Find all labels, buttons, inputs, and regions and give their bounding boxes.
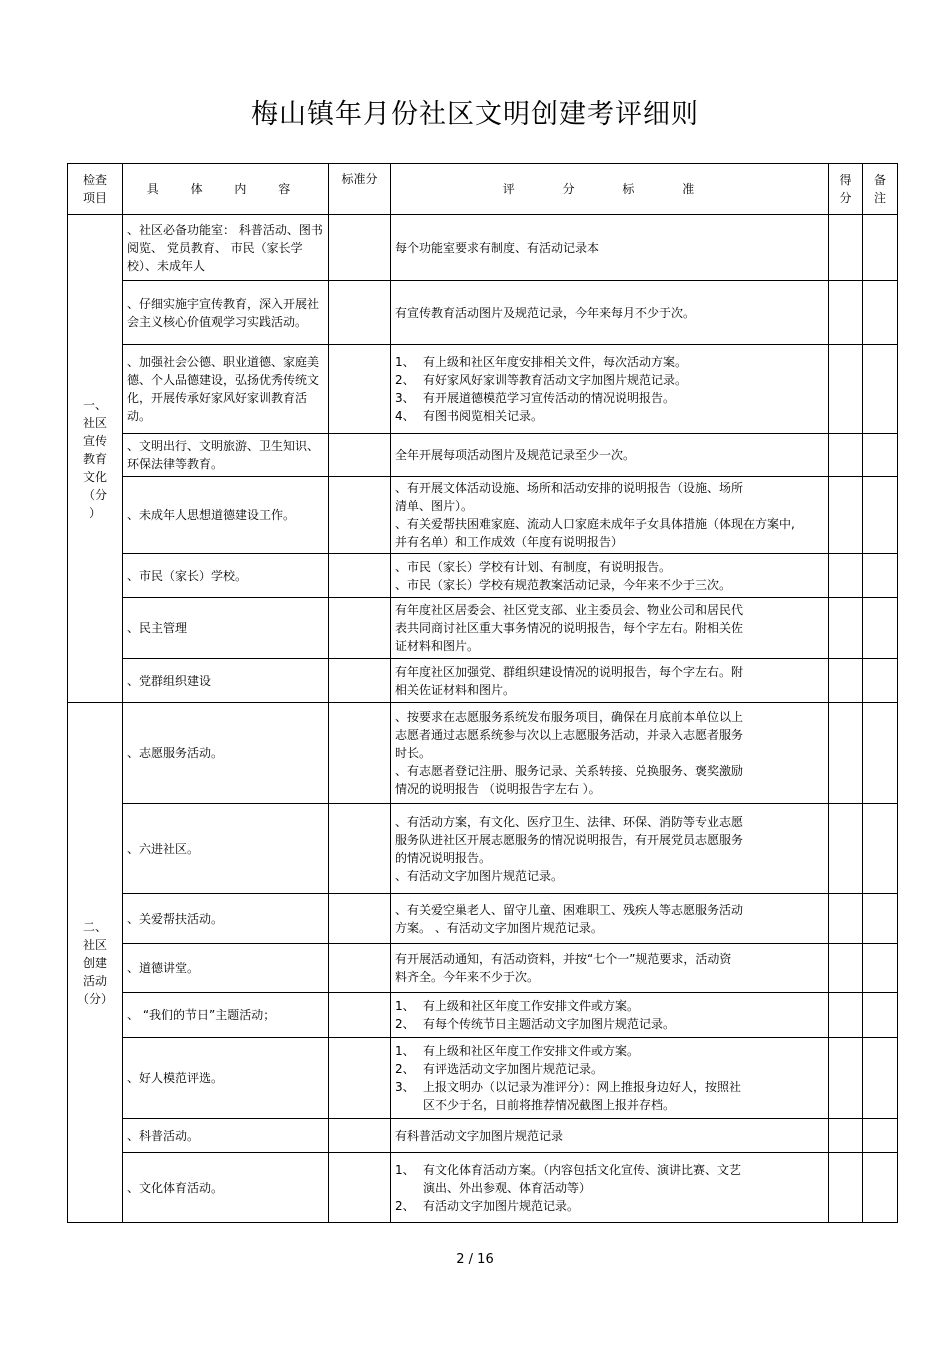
content-cell: 、民主管理 (123, 598, 329, 659)
remark-cell (863, 598, 898, 659)
criteria-line: 清单、图片）。 (395, 499, 474, 513)
criteria-number: 2、 (395, 1198, 415, 1213)
criteria-line: 表共同商讨社区重大事务情况的说明报告，每个字左右。附相关佐 (395, 621, 744, 635)
criteria-text-continued: 区不少于名，日前将推荐情况截图上报并存档。 (423, 1098, 676, 1112)
category-line: ） (88, 505, 101, 520)
criteria-line: 相关佐证材料和图片。 (395, 682, 516, 697)
table-row (68, 993, 898, 1038)
remark-cell (863, 281, 898, 345)
criteria-line: 料齐全。今年来不少于次。 (395, 970, 540, 984)
evaluation-table (67, 163, 898, 1223)
criteria-line: 、有关爱帮扶困难家庭、流动人口家庭未成年子女具体措施（体现在方案中, (395, 517, 795, 531)
standard-score-cell (329, 703, 391, 804)
criteria-text: 有上级和社区年度安排相关文件，每次活动方案。 (423, 355, 688, 369)
content-cell: 、志愿服务活动。 (123, 703, 329, 804)
criteria-line: 全年开展每项活动图片及规范记录至少一次。 (395, 448, 636, 462)
criteria-text: 有每个传统节日主题活动文字加图片规范记录。 (423, 1017, 676, 1031)
page-number: 2 / 16 (456, 1252, 494, 1267)
table-body (68, 215, 898, 1223)
remark-cell (863, 1119, 898, 1153)
criteria-cell (391, 1038, 829, 1119)
criteria-number: 4、 (395, 409, 415, 423)
content-cell: 、未成年人思想道德建设工作。 (123, 477, 329, 554)
criteria-line: 每个功能室要求有制度、有活动记录本 (395, 240, 600, 255)
criteria-line: 志愿者通过志愿系统参与次以上志愿服务活动，并录入志愿者服务 (395, 728, 744, 742)
table-row (68, 703, 898, 804)
criteria-list-item (395, 1042, 824, 1060)
criteria-line: 、市民（家长）学校有规范教案活动记录，今年来不少于三次。 (395, 577, 732, 592)
criteria-line: 服务队进社区开展志愿服务的情况说明报告，有开展党员志愿服务 (395, 832, 744, 847)
header-criteria: 评 分 标 准 (391, 164, 829, 215)
content-cell: 、六进社区。 (123, 804, 329, 894)
criteria-list-item (395, 389, 824, 407)
criteria-list-item (395, 353, 824, 371)
score-cell (829, 281, 863, 345)
standard-score-cell (329, 894, 391, 944)
category-line: 宣传 (82, 433, 107, 448)
criteria-line: 、有开展文体活动设施、场所和活动安排的说明报告（设施、场所 (395, 481, 744, 495)
criteria-list-item (395, 371, 824, 389)
content-cell: 、好人模范评选。 (123, 1038, 329, 1119)
criteria-line: 、有活动方案，有文化、医疗卫生、法律、环保、消防等专业志愿 (395, 814, 744, 829)
score-cell (829, 1119, 863, 1153)
criteria-cell (391, 993, 829, 1038)
criteria-line: 、市民（家长）学校有计划、有制度，有说明报告。 (395, 559, 672, 574)
table-row (68, 804, 898, 894)
criteria-line: 情况的说明报告 （说明报告字左右 ）。 (395, 782, 601, 796)
standard-score-cell (329, 1153, 391, 1223)
criteria-line: 有年度社区居委会、社区党支部、业主委员会、物业公司和居民代 (395, 603, 744, 617)
standard-score-cell (329, 281, 391, 345)
criteria-list-item (395, 1060, 824, 1078)
criteria-line: 时长。 (395, 746, 432, 760)
table-row (68, 944, 898, 993)
standard-score-cell (329, 944, 391, 993)
category-cell (68, 215, 123, 703)
score-cell (829, 804, 863, 894)
content-cell: 、 “我们的节日”主题活动； (123, 993, 329, 1038)
score-cell (829, 894, 863, 944)
table-row (68, 434, 898, 477)
content-cell: 、加强社会公德、职业道德、家庭美德、个人品德建设，弘扬优秀传统文化，开展传承好家风好家训教育活动。 (123, 345, 329, 434)
criteria-number: 1、 (395, 1162, 415, 1177)
criteria-number: 3、 (395, 391, 415, 405)
category-line: 创建 (82, 955, 107, 970)
standard-score-cell (329, 345, 391, 434)
category-line: 社区 (82, 937, 107, 952)
standard-score-cell (329, 477, 391, 554)
standard-score-cell (329, 1119, 391, 1153)
content-cell: 、道德讲堂。 (123, 944, 329, 993)
table-row (68, 1153, 898, 1223)
criteria-line: 有宣传教育活动图片及规范记录，今年来每月不少于次。 (395, 305, 696, 320)
standard-score-cell (329, 993, 391, 1038)
criteria-line: 并有名单）和工作成效（年度有说明报告） (395, 535, 624, 549)
table-header-row (68, 164, 898, 215)
score-cell (829, 345, 863, 434)
content-cell: 、党群组织建设 (123, 659, 329, 703)
score-cell (829, 1038, 863, 1119)
criteria-text: 有活动文字加图片规范记录。 (423, 1198, 580, 1213)
criteria-cell (391, 554, 829, 598)
criteria-cell (391, 281, 829, 345)
standard-score-cell (329, 659, 391, 703)
table-row (68, 554, 898, 598)
criteria-line: 、有关爱空巢老人、留守儿童、困难职工、残疾人等志愿服务活动 (395, 902, 744, 917)
criteria-line: 、有活动文字加图片规范记录。 (395, 868, 564, 883)
score-cell (829, 477, 863, 554)
criteria-text: 有开展道德模范学习宣传活动的情况说明报告。 (423, 391, 676, 405)
remark-cell (863, 477, 898, 554)
standard-score-cell (329, 1038, 391, 1119)
remark-cell (863, 215, 898, 281)
criteria-list-item (395, 1078, 824, 1096)
category-line: 文化 (82, 469, 107, 484)
criteria-text: 有上级和社区年度工作安排文件或方案。 (423, 999, 640, 1013)
remark-cell (863, 434, 898, 477)
criteria-cell (391, 804, 829, 894)
criteria-list-item (395, 1197, 824, 1215)
category-line: 二、 (82, 919, 107, 934)
criteria-line: 、有志愿者登记注册、服务记录、关系转接、兑换服务、褒奖激励 (395, 764, 744, 778)
table-row (68, 215, 898, 281)
standard-score-cell (329, 215, 391, 281)
category-cell (68, 703, 123, 1223)
criteria-text: 有文化体育活动方案。（内容包括文化宣传、演讲比赛、文艺 (423, 1162, 742, 1177)
criteria-cell (391, 598, 829, 659)
criteria-cell (391, 345, 829, 434)
category-line: 一、 (82, 397, 107, 412)
criteria-text: 有上级和社区年度工作安排文件或方案。 (423, 1044, 640, 1058)
content-cell: 、社区必备功能室： 科普活动、图书阅览、 党员教育、 市民（家长学校）、未成年人 (123, 215, 329, 281)
remark-cell (863, 554, 898, 598)
table-row (68, 659, 898, 703)
content-cell: 、文化体育活动。 (123, 1153, 329, 1223)
criteria-number: 2、 (395, 373, 415, 387)
header-score: 得 分 (829, 164, 863, 215)
content-cell: 、仔细实施宇宣传教育，深入开展社会主义核心价值观学习实践活动。 (123, 281, 329, 345)
criteria-list-item (395, 407, 824, 425)
criteria-number: 1、 (395, 1044, 415, 1058)
criteria-number: 2、 (395, 1017, 415, 1031)
remark-cell (863, 345, 898, 434)
criteria-line: 方案。 、有活动文字加图片规范记录。 (395, 920, 603, 935)
table-row (68, 894, 898, 944)
score-cell (829, 659, 863, 703)
header-item: 检查 项目 (68, 164, 123, 215)
criteria-cell (391, 944, 829, 993)
standard-score-cell (329, 554, 391, 598)
category-line: 教育 (82, 451, 107, 466)
criteria-list-item (395, 997, 824, 1015)
criteria-cell (391, 1119, 829, 1153)
table-row (68, 1038, 898, 1119)
criteria-number: 1、 (395, 355, 415, 369)
category-line: 活动 (82, 973, 107, 988)
criteria-cell (391, 703, 829, 804)
criteria-list-item (395, 1161, 824, 1179)
criteria-cell (391, 1153, 829, 1223)
remark-cell (863, 944, 898, 993)
standard-score-cell (329, 598, 391, 659)
criteria-number: 2、 (395, 1062, 415, 1076)
criteria-line: 、按要求在志愿服务系统发布服务项目，确保在月底前本单位以上 (395, 710, 744, 724)
criteria-cell (391, 659, 829, 703)
criteria-number: 1、 (395, 999, 415, 1013)
remark-cell (863, 894, 898, 944)
score-cell (829, 1153, 863, 1223)
remark-cell (863, 1153, 898, 1223)
remark-cell (863, 659, 898, 703)
header-standard-score: 标准分 (329, 164, 391, 215)
page-title: 梅山镇年月份社区文明创建考评细则 (251, 99, 699, 130)
criteria-list-item (395, 1015, 824, 1033)
score-cell (829, 993, 863, 1038)
criteria-text: 有图书阅览相关记录。 (423, 409, 544, 423)
content-cell: 、文明出行、文明旅游、卫生知识、环保法律等教育。 (123, 434, 329, 477)
content-cell: 、关爱帮扶活动。 (123, 894, 329, 944)
criteria-line: 有科普活动文字加图片规范记录 (395, 1128, 564, 1143)
criteria-cell (391, 434, 829, 477)
criteria-number: 3、 (395, 1080, 415, 1094)
table-row (68, 477, 898, 554)
remark-cell (863, 804, 898, 894)
standard-score-cell (329, 434, 391, 477)
criteria-text: 有好家风好家训等教育活动文字加图片规范记录。 (423, 373, 688, 387)
table-row (68, 1119, 898, 1153)
standard-score-cell (329, 804, 391, 894)
criteria-line: 的情况说明报告。 (395, 850, 492, 865)
table-row (68, 281, 898, 345)
header-content: 具 体 内 容 (123, 164, 329, 215)
score-cell (829, 703, 863, 804)
criteria-cell (391, 215, 829, 281)
criteria-cell (391, 477, 829, 554)
score-cell (829, 215, 863, 281)
score-cell (829, 554, 863, 598)
content-cell: 、科普活动。 (123, 1119, 329, 1153)
criteria-text: 有评选活动文字加图片规范记录。 (423, 1062, 604, 1076)
table-row (68, 598, 898, 659)
remark-cell (863, 703, 898, 804)
score-cell (829, 944, 863, 993)
score-cell (829, 434, 863, 477)
content-cell: 、市民（家长）学校。 (123, 554, 329, 598)
remark-cell (863, 1038, 898, 1119)
criteria-cell (391, 894, 829, 944)
criteria-text-continued: 演出、外出参观、体育活动等） (423, 1180, 592, 1195)
criteria-line: 有年度社区加强党、群组织建设情况的说明报告，每个字左右。附 (395, 664, 744, 679)
criteria-line: 证材料和图片。 (395, 639, 480, 653)
criteria-text: 上报文明办（以记录为准评分）：网上推报身边好人，按照社 (423, 1080, 742, 1094)
header-remark: 备 注 (863, 164, 898, 215)
table-row (68, 345, 898, 434)
score-cell (829, 598, 863, 659)
criteria-line: 有开展活动通知，有活动资料，并按“七个一”规范要求，活动资 (395, 952, 732, 966)
category-line: （分） (76, 991, 113, 1006)
category-line: 社区 (82, 415, 107, 430)
remark-cell (863, 993, 898, 1038)
category-line: （分 (82, 487, 107, 502)
